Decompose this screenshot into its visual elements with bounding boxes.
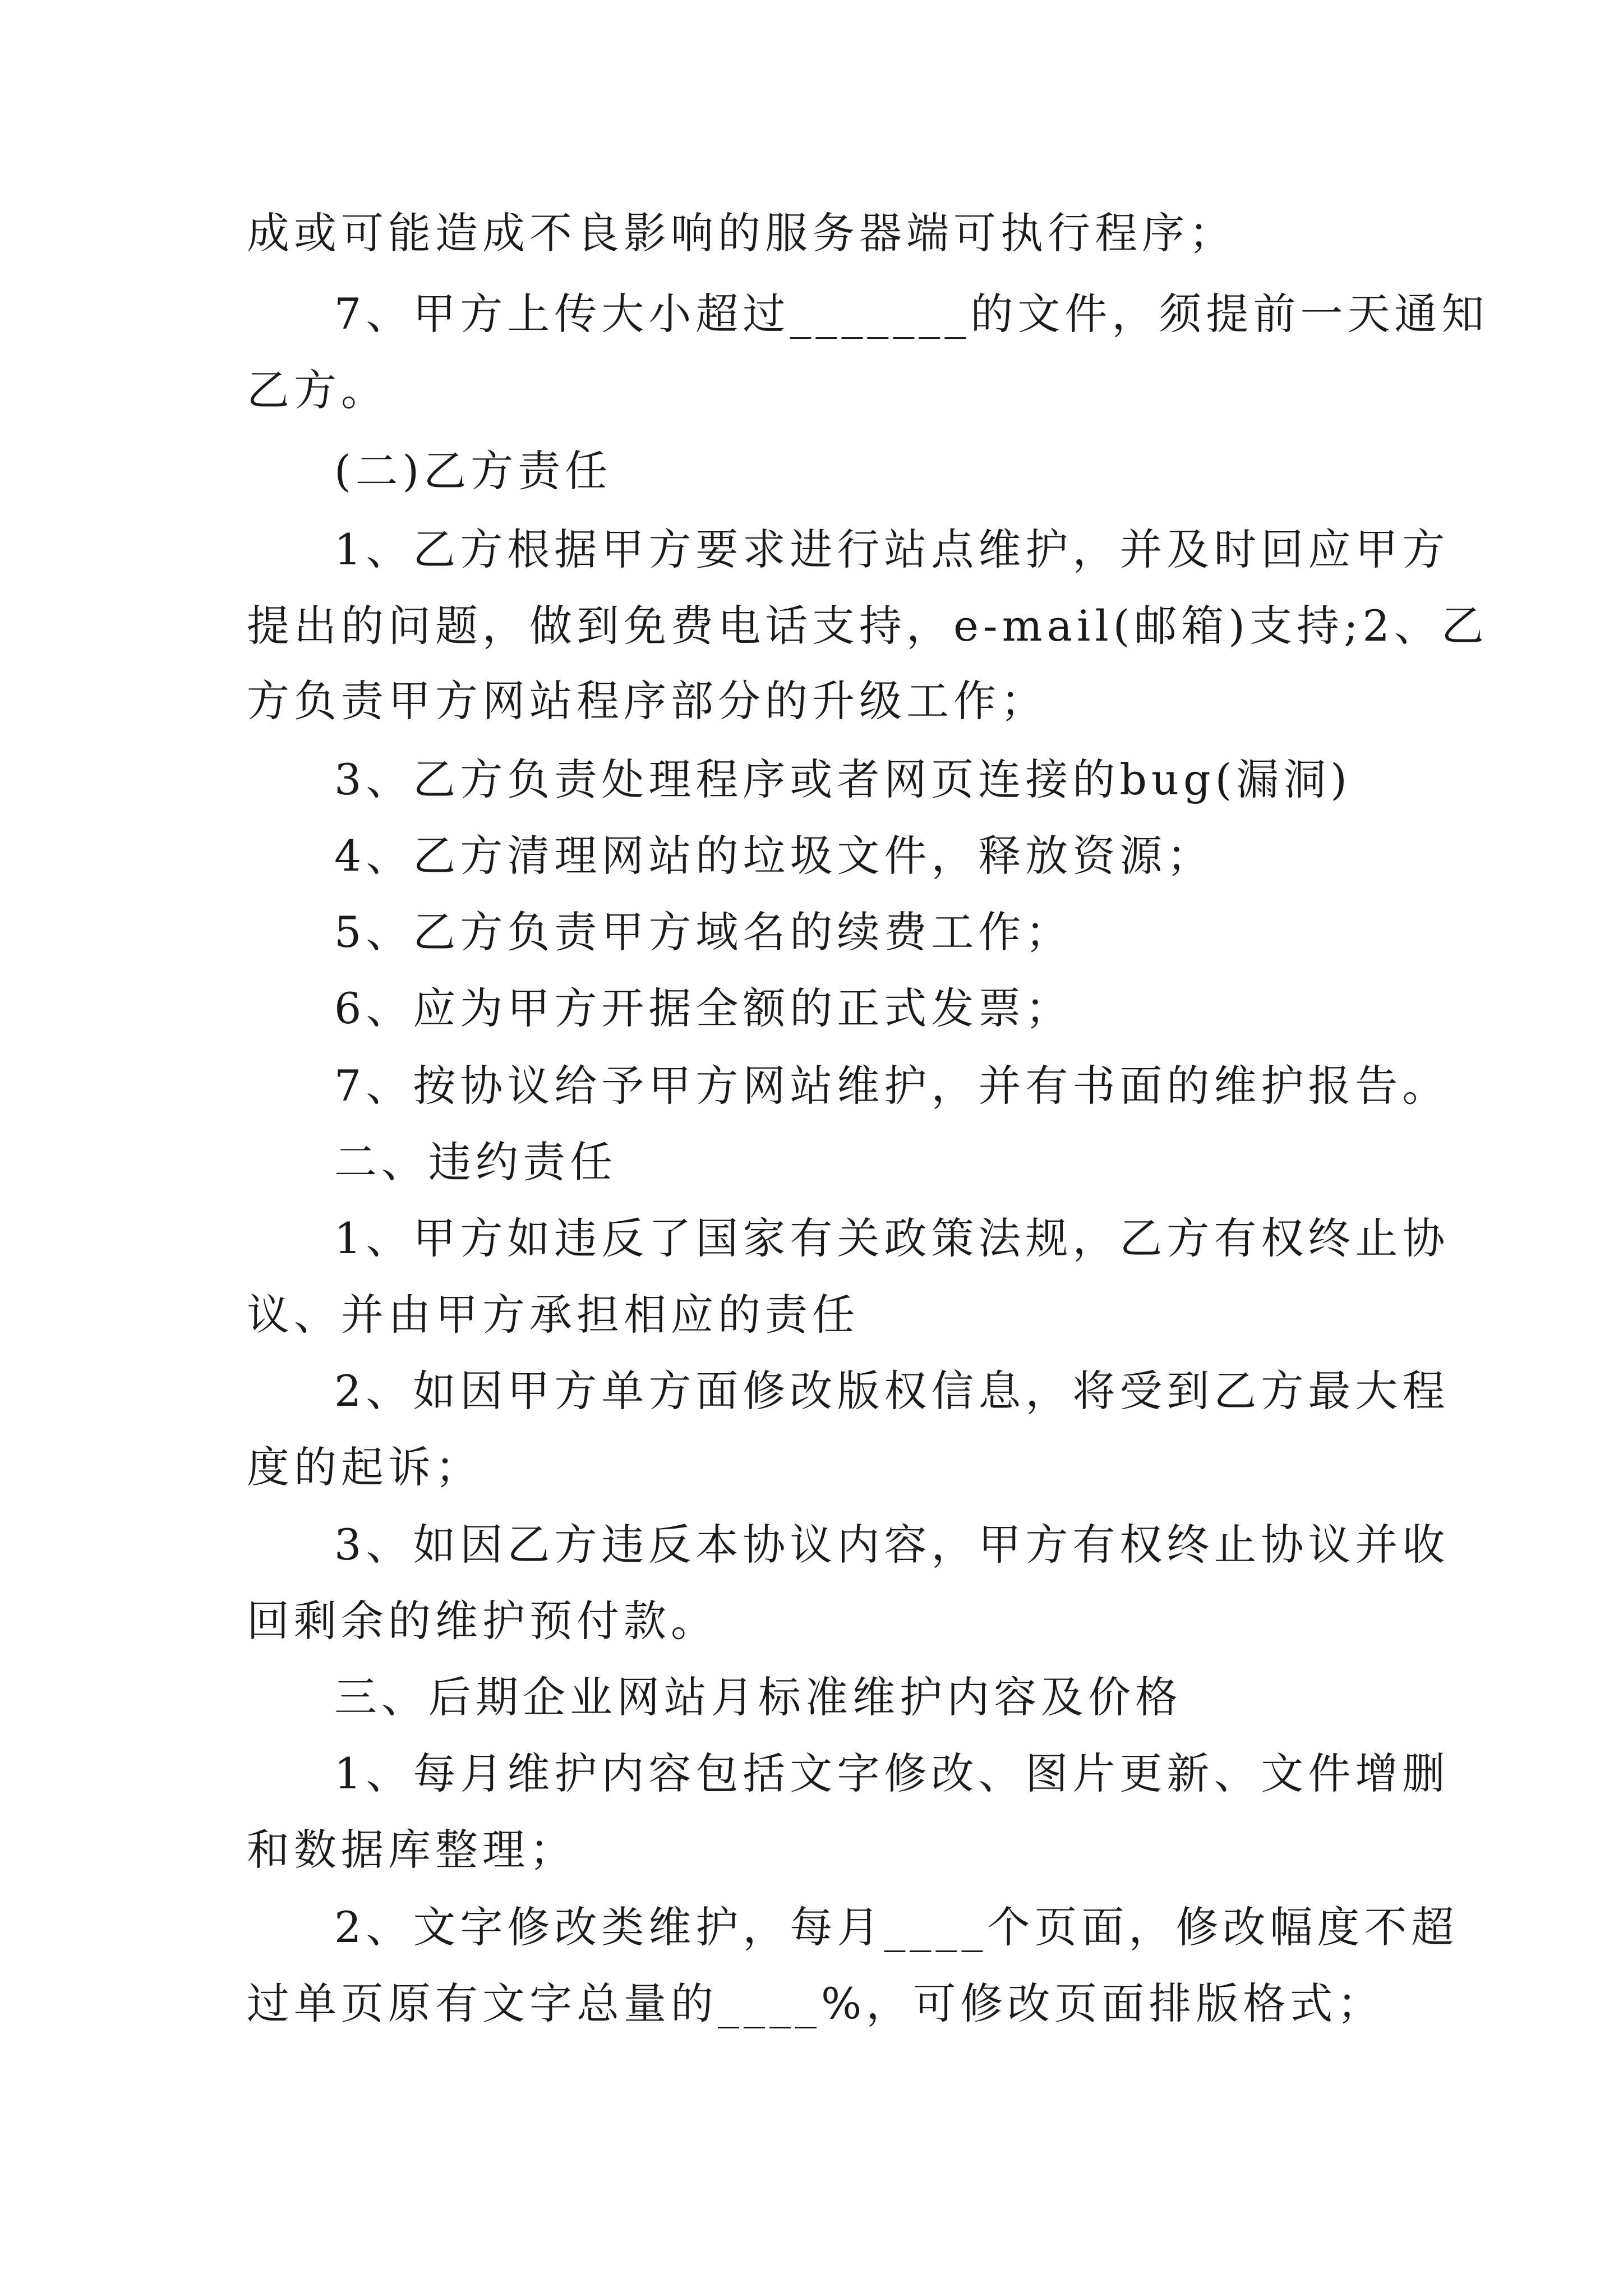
text-line: 乙方。 (247, 365, 388, 415)
section-heading: 三、后期企业网站月标准维护内容及价格 (334, 1672, 1182, 1722)
text-line: 回剩余的维护预付款。 (247, 1596, 718, 1646)
text-line: 成或可能造成不良影响的服务器端可执行程序； (247, 208, 1236, 258)
text-line: 过单页原有文字总量的____%，可修改页面排版格式； (247, 1978, 1385, 2028)
text-line: 7、按协议给予甲方网站维护，并有书面的维护报告。 (334, 1061, 1450, 1111)
text-line: 2、文字修改类维护，每月____个页面，修改幅度不超 (334, 1902, 1459, 1952)
text-line: 6、应为甲方开据全额的正式发票； (334, 983, 1073, 1033)
text-line: 提出的问题，做到免费电话支持，e-mail(邮箱)支持;2、乙 (247, 601, 1488, 651)
section-heading: (二)乙方责任 (334, 446, 612, 496)
text-line: 1、乙方根据甲方要求进行站点维护，并及时回应甲方 (334, 524, 1450, 574)
text-line: 2、如因甲方单方面修改版权信息，将受到乙方最大程 (334, 1366, 1450, 1416)
text-line: 1、每月维护内容包括文字修改、图片更新、文件增删 (334, 1749, 1450, 1798)
text-line: 4、乙方清理网站的垃圾文件，释放资源； (334, 831, 1214, 881)
text-line: 3、如因乙方违反本协议内容，甲方有权终止协议并收 (334, 1520, 1450, 1570)
section-heading: 二、违约责任 (334, 1137, 617, 1187)
text-line: 7、甲方上传大小超过_______的文件，须提前一天通知 (334, 289, 1489, 339)
text-line: 议、并由甲方承担相应的责任 (247, 1290, 859, 1340)
text-line: 度的起诉； (247, 1442, 482, 1492)
text-line: 1、甲方如违反了国家有关政策法规，乙方有权终止协 (334, 1213, 1450, 1263)
text-line: 5、乙方负责甲方域名的续费工作； (334, 907, 1073, 957)
text-line: 和数据库整理； (247, 1825, 577, 1875)
text-line: 方负责甲方网站程序部分的升级工作； (247, 676, 1048, 726)
text-line: 3、乙方负责处理程序或者网页连接的bug(漏洞) (334, 754, 1352, 804)
